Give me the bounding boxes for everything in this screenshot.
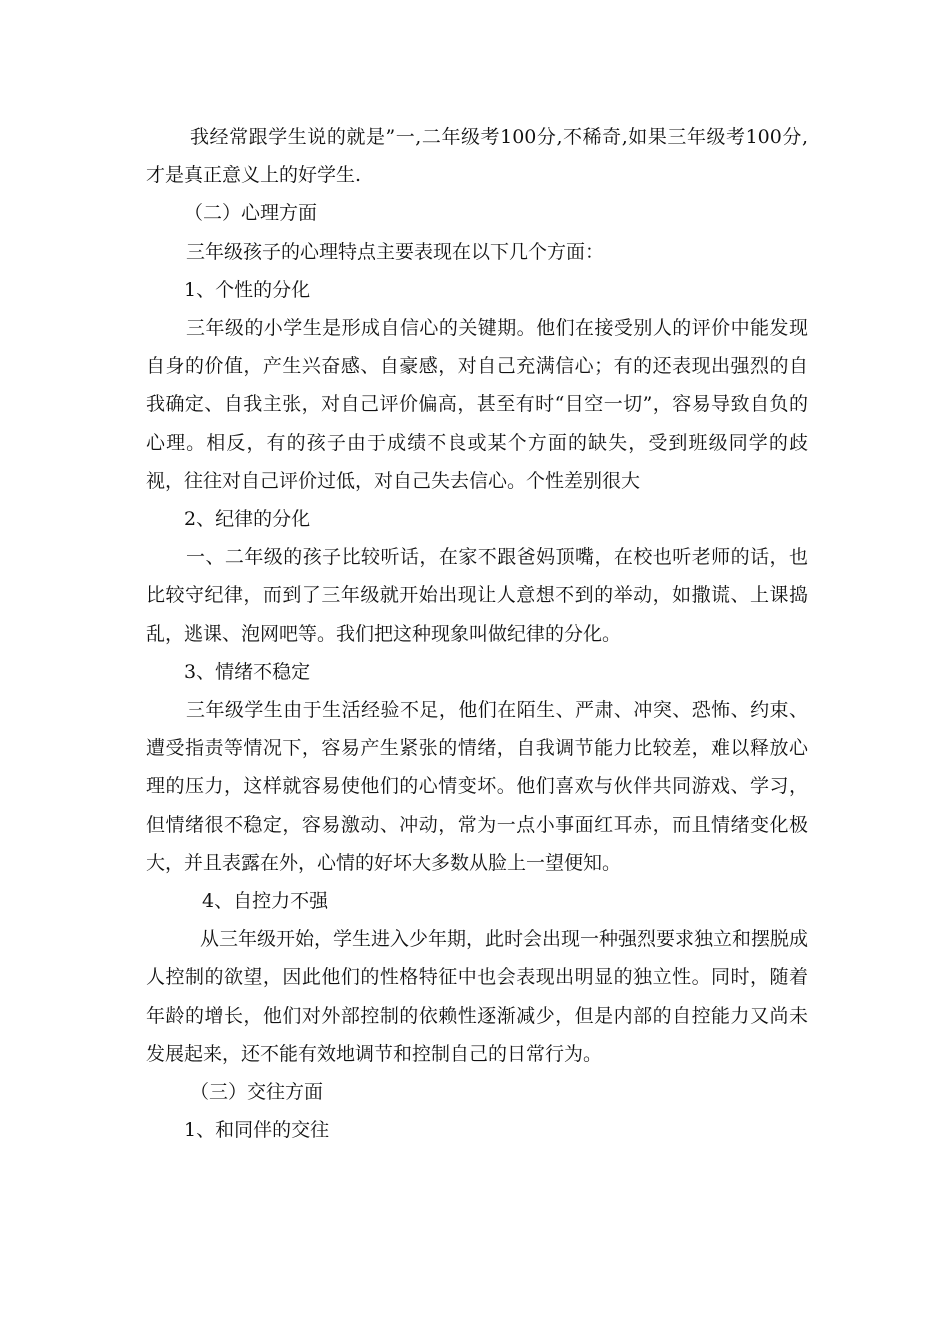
subheading-peers: 1、和同伴的交往 xyxy=(184,1119,330,1142)
paragraph-exam-quote: 我经常跟学生说的就是”一,二年级考100分,不稀奇,如果三年级考100分,才是真正意义上的好学生. xyxy=(146,126,808,187)
paragraph-psychology-intro: 三年级孩子的心理特点主要表现在以下几个方面： xyxy=(186,240,605,263)
paragraph-discipline: 一、二年级的孩子比较听话，在家不跟爸妈顶嘴，在校也听老师的话，也比较守纪律，而到了三年级就开始出现让人意想不到的举动，如撒谎、上课捣乱，逃课、泡网吧等。我们把这种现象叫做纪律的分化。 xyxy=(146,546,808,645)
document-body xyxy=(146,118,808,1149)
section-heading-social: （三）交往方面 xyxy=(190,1081,324,1104)
subheading-discipline: 2、纪律的分化 xyxy=(184,508,311,531)
subheading-self-control: 4、自控力不强 xyxy=(202,890,329,913)
section-heading-psychology: （二）心理方面 xyxy=(184,202,318,225)
paragraph-emotion: 三年级学生由于生活经验不足，他们在陌生、严肃、冲突、恐怖、约束、遭受指责等情况下，容易产生紧张的情绪，自我调节能力比较差，难以释放心理的压力，这样就容易使他们的心情变坏。他们喜欢与伙伴共同游戏、学习，但情绪很不稳定，容易激动、冲动，常为一点小事面红耳赤，而且情绪变化极大，并且表露在外，心情的好坏大多数从脸上一望便知。 xyxy=(146,699,808,874)
paragraph-personality: 三年级的小学生是形成自信心的关键期。他们在接受别人的评价中能发现自身的价值，产生兴奋感、自豪感，对自己充满信心；有的还表现出强烈的自我确定、自我主张，对自己评价偏高，甚至有时“目空一切”，容易导致自负的心理。相反，有的孩子由于成绩不良或某个方面的缺失，受到班级同学的歧视，往往对自己评价过低，对自己失去信心。个性差别很大 xyxy=(146,317,808,492)
subheading-emotion: 3、情绪不稳定 xyxy=(184,660,311,683)
paragraph-self-control: 从三年级开始，学生进入少年期，此时会出现一种强烈要求独立和摆脱成人控制的欲望，因此他们的性格特征中也会表现出明显的独立性。同时，随着年龄的增长，他们对外部控制的依赖性逐渐减少，但是内部的自控能力又尚未发展起来，还不能有效地调节和控制自己的日常行为。 xyxy=(146,928,809,1065)
subheading-personality: 1、个性的分化 xyxy=(184,278,311,301)
